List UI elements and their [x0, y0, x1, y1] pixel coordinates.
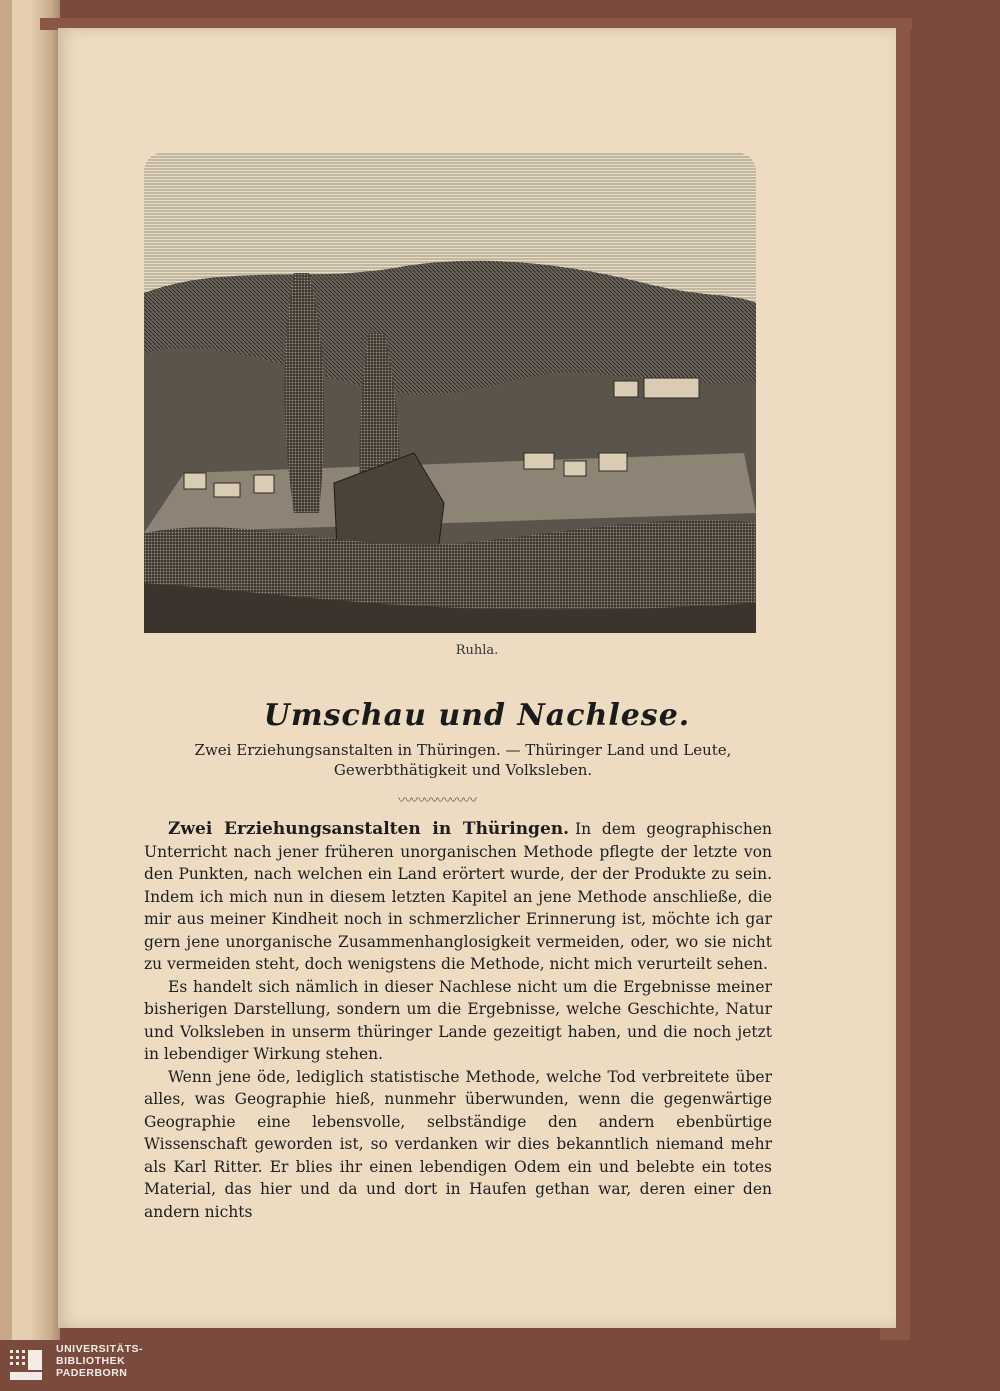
library-name-line: UNIVERSITÄTS- — [56, 1343, 144, 1355]
ruhla-engraving — [144, 153, 756, 633]
left-page-edge — [0, 0, 12, 1340]
library-logo-icon — [8, 1346, 48, 1386]
illustration-caption: Ruhla. — [455, 643, 499, 658]
paragraph-text: In dem geographischen Unterricht nach jener früheren unorganischen Methode pflegte der letzte von den Punkten, nach welchen ein Land erörtert wurde, der der Produkte zu sein. Indem ich mich nun in diesem letzten Kapitel an jene Methode anschließe, die mir aus meiner Kindheit noch in schmerzlicher Erinnerung ist, möchte ich gar gern jene unorganische Zusammenhanglosigkeit vermeiden, oder, wo sie nicht zu vermeiden steht, doch wenigstens die Methode, nicht mich verurteilt sehen. — [144, 820, 772, 973]
section-lead: Zwei Erziehungsanstalten in Thüringen. — [168, 819, 570, 839]
spine-shadow — [30, 0, 60, 1340]
chapter-title: Umschau und Nachlese. — [263, 698, 691, 733]
paragraph: Es handelt sich nämlich in dieser Nachlese nicht um die Ergebnisse meiner bisherigen Darstellung, sondern um die Ergebnisse, welche Geschichte, Natur und Volksleben in unserm thüringer Lande gezeitigt haben, und die noch jetzt in lebendiger Wirkung stehen. — [144, 977, 772, 1063]
library-name-line: PADERBORN — [56, 1367, 128, 1379]
ornament-divider: 〰〰〰〰〰〰 — [398, 793, 476, 809]
footer-bar — [0, 1340, 1000, 1391]
chapter-subtitle: Zwei Erziehungsanstalten in Thüringen. — Thüringer Land und Leute, Gewerbthätigkeit und Volksleben. — [194, 741, 732, 779]
library-name-line: BIBLIOTHEK — [56, 1355, 126, 1367]
book-page — [58, 28, 896, 1328]
library-name — [56, 1343, 143, 1379]
paragraph — [144, 818, 772, 976]
paragraph: Wenn jene öde, lediglich statistische Methode, welche Tod verbreitete über alles, was Geographie hieß, nunmehr überwunden, wenn die gegenwärtige Geographie eine lebensvolle, selbständige den andern ebenbürtige Wissenschaft geworden ist, so verdanken wir dies bekanntlich niemand mehr als Karl Ritter. Er blies ihr einen lebendigen Odem ein und belebte ein totes Material, das hier und da und dort in Haufen gethan war, deren einer den andern nichts — [144, 1067, 772, 1221]
body-text — [144, 818, 772, 1223]
